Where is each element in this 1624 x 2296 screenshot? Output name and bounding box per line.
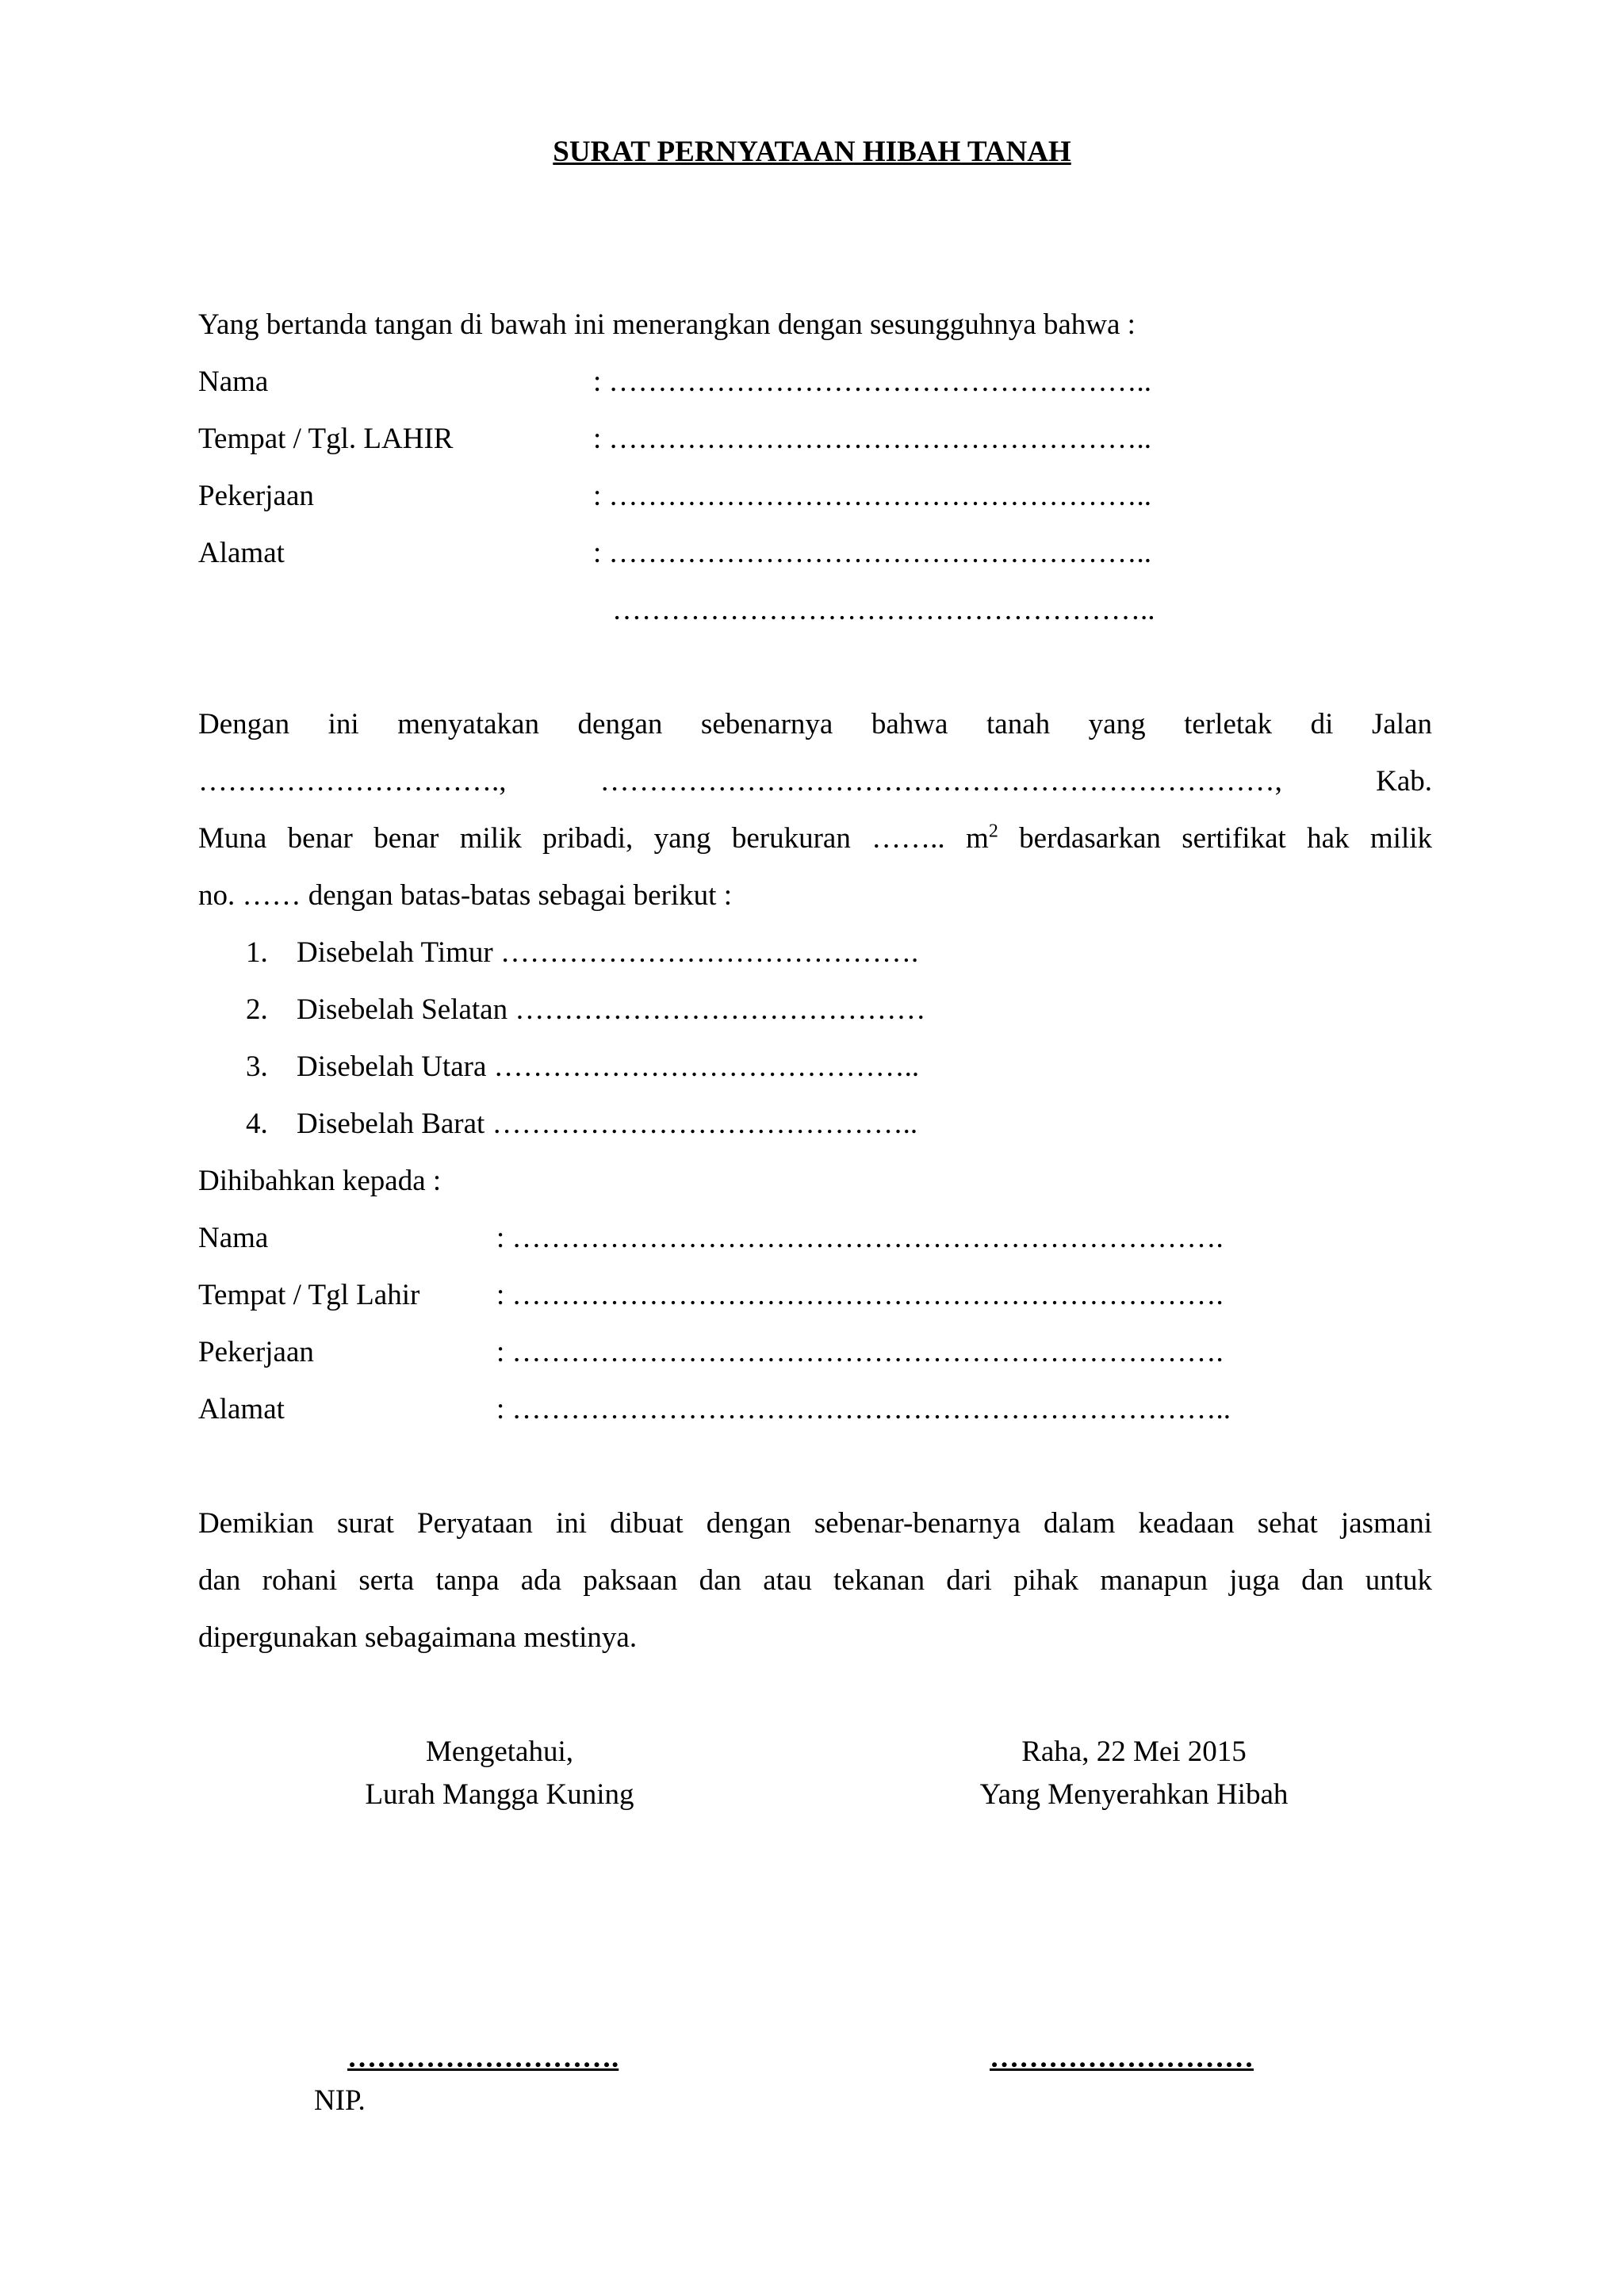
giver-signature-title: Yang Menyerahkan Hibah	[979, 1778, 1289, 1811]
giver-job-field: : ………………………………………………..	[593, 480, 1152, 512]
nip-label: NIP.	[314, 2084, 366, 2117]
giver-address-label: Alamat	[198, 537, 285, 569]
giver-birth-field: : ………………………………………………..	[593, 423, 1152, 455]
giver-signature-line: ………………………	[990, 2042, 1254, 2074]
boundary-east: Disebelah Timur …………………………………….	[297, 936, 919, 969]
recipient-address-label: Alamat	[198, 1393, 285, 1425]
boundary-number: 2.	[246, 993, 268, 1026]
recipient-name-label: Nama	[198, 1222, 269, 1254]
boundary-south: Disebelah Selatan ……………………………………	[297, 993, 926, 1026]
recipient-address-field: : ………………………………………………………………..	[496, 1393, 1231, 1425]
witness-heading: Mengetahui,	[426, 1735, 573, 1768]
giver-birth-label: Tempat / Tgl. LAHIR	[198, 423, 454, 455]
boundary-west: Disebelah Barat ……………………………………..	[297, 1108, 918, 1140]
giver-address-field-2: ………………………………………………..	[612, 594, 1155, 626]
place-date: Raha, 22 Mei 2015	[1021, 1735, 1247, 1768]
statement-line-4: no. …… dengan batas-batas sebagai berikut :	[198, 879, 732, 912]
giver-name-label: Nama	[198, 365, 269, 398]
closing-line-1: Demikian surat Peryataan ini dibuat dengan sebenar-benarnya dalam keadaan sehat jasmani	[198, 1507, 1432, 1540]
recipient-job-field: : ……………………………………………………………….	[496, 1336, 1224, 1368]
recipient-birth-field: : ……………………………………………………………….	[496, 1279, 1224, 1311]
boundary-north: Disebelah Utara ……………………………………..	[297, 1050, 920, 1083]
document-title: SURAT PERNYATAAN HIBAH TANAH	[553, 136, 1071, 168]
statement-line-1: Dengan ini menyatakan dengan sebenarnya bahwa tanah yang terletak di Jalan	[198, 708, 1432, 740]
giver-job-label: Pekerjaan	[198, 480, 314, 512]
statement-line-3b: berdasarkan sertifikat hak milik	[998, 822, 1433, 855]
witness-signature-line: ……………………….	[347, 2042, 619, 2074]
boundary-number: 4.	[246, 1108, 268, 1140]
boundary-number: 3.	[246, 1050, 268, 1083]
superscript-2: 2	[988, 821, 998, 842]
recipient-job-label: Pekerjaan	[198, 1336, 314, 1368]
closing-line-2: dan rohani serta tanpa ada paksaan dan atau tekanan dari pihak manapun juga dan untuk	[198, 1564, 1432, 1597]
statement-line-2: …………………………., ……………………………………………………………, Kab.	[198, 765, 1432, 798]
boundary-number: 1.	[246, 936, 268, 969]
recipient-name-field: : ……………………………………………………………….	[496, 1222, 1224, 1254]
witness-title: Lurah Mangga Kuning	[365, 1778, 634, 1811]
recipient-heading: Dihibahkan kepada :	[198, 1165, 442, 1197]
statement-line-3a: Muna benar benar milik pribadi, yang berukuran …….. m	[198, 822, 989, 855]
closing-line-3: dipergunakan sebagaimana mestinya.	[198, 1621, 638, 1654]
statement-line-3	[198, 821, 1432, 856]
intro-text: Yang bertanda tangan di bawah ini menerangkan dengan sesungguhnya bahwa :	[198, 308, 1136, 341]
recipient-birth-label: Tempat / Tgl Lahir	[198, 1279, 420, 1311]
giver-address-field: : ………………………………………………..	[593, 537, 1152, 569]
giver-name-field: : ………………………………………………..	[593, 365, 1152, 398]
